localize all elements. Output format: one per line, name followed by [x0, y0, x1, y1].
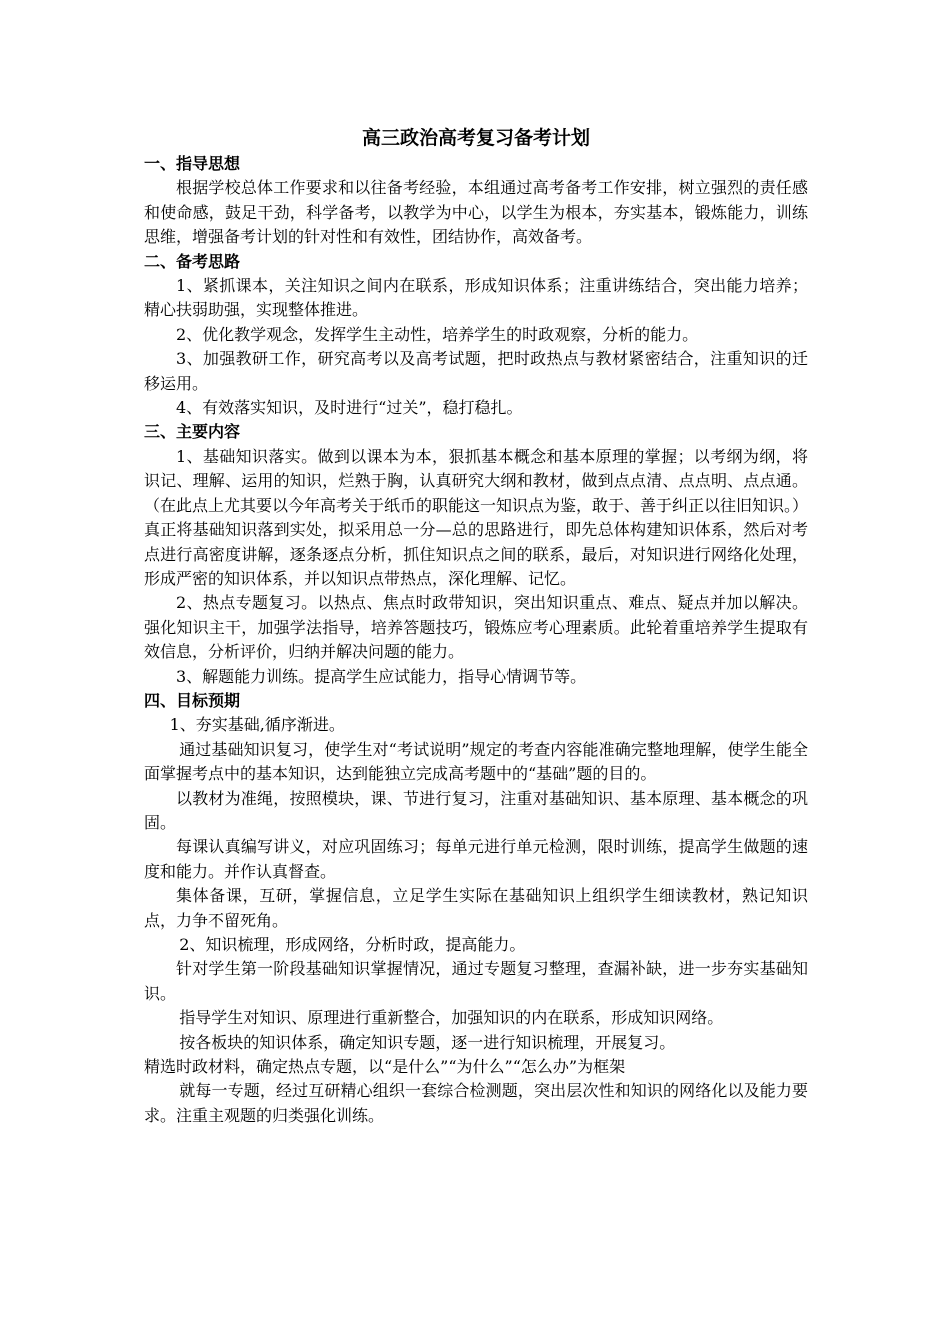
paragraph: 集体备课，互研，掌握信息，立足学生实际在基础知识上组织学生细读教材，熟记知识点，力争不留死角。: [144, 886, 808, 930]
paragraph: 2、优化教学观念，发挥学生主动性，培养学生的时政观察，分析的能力。: [176, 324, 699, 344]
paragraph: 根据学校总体工作要求和以往备考经验，本组通过高考备考工作安排，树立强烈的责任感和使命感，鼓足干劲，科学备考，以教学为中心，以学生为根本，夯实基本，锻炼能力，训练思维，增强备考计划的针对性和有效性，团结协作，高效备考。: [144, 178, 808, 247]
paragraph: 通过基础知识复习，使学生对“考试说明”规定的考查内容能准确完整地理解，使学生能全面掌握考点中的基本知识，达到能独立完成高考题中的“基础”题的目的。: [144, 739, 808, 784]
paragraph: 针对学生第一阶段基础知识掌握情况，通过专题复习整理，查漏补缺，进一步夯实基础知识。: [144, 959, 808, 1003]
paragraph: 精选时政材料，确定热点专题，以“是什么”“为什么”“怎么办”为框架: [144, 1057, 626, 1077]
section-heading: 二、备考思路: [144, 251, 241, 271]
paragraph: 以教材为准绳，按照模块，课、节进行复习，注重对基础知识、基本原理、基本概念的巩固。: [144, 788, 808, 832]
paragraph: 2、知识梳理，形成网络，分析时政，提高能力。: [179, 935, 526, 954]
document-page: [144, 124, 808, 1128]
paragraph: 按各板块的知识体系，确定知识专题，逐一进行知识梳理，开展复习。: [179, 1032, 676, 1052]
section-heading: 三、主要内容: [144, 422, 241, 442]
paragraph: 就每一专题，经过互研精心组织一套综合检测题，突出层次性和知识的网络化以及能力要求。注重主观题的归类强化训练。: [144, 1081, 808, 1125]
paragraph: 指导学生对知识、原理进行重新整合，加强知识的内在联系，形成知识网络。: [179, 1008, 724, 1028]
paragraph: 每课认真编写讲义，对应巩固练习；每单元进行单元检测，限时训练，提高学生做题的速度和能力。并作认真督查。: [144, 837, 808, 881]
paragraph: 1、紧抓课本，关注知识之间内在联系，形成知识体系；注重讲练结合，突出能力培养；精心扶弱助强，实现整体推进。: [144, 276, 808, 320]
paragraph: 1、基础知识落实。做到以课本为本，狠抓基本概念和基本原理的掌握；以考纲为纲，将识记、理解、运用的知识，烂熟于胸，认真研究大纲和教材，做到点点清、点点明、点点通。（在此点上尤其要以今年高考关于纸币的职能这一知识点为鉴，敢于、善于纠正以往旧知识。）真正将基础知识落到实处，拟采用总一分—总的思路进行，即先总体构建知识体系，然后对考点进行高密度讲解，逐条逐点分析，抓住知识点之间的联系，最后，对知识进行网络化处理，形成严密的知识体系，并以知识点带热点，深化理解、记忆。: [144, 446, 809, 588]
section-heading: 一、指导思想: [144, 154, 241, 173]
paragraph: 2、热点专题复习。以热点、焦点时政带知识，突出知识重点、难点、疑点并加以解决。强化知识主干，加强学法指导，培养答题技巧，锻炼应考心理素质。此轮着重培养学生提取有效信息，分析评价，归纳并解决问题的能力。: [144, 593, 808, 662]
paragraph: 3、解题能力训练。提高学生应试能力，指导心情调节等。: [176, 666, 587, 686]
paragraph: 4、有效落实知识，及时进行“过关”，稳打稳扎。: [176, 398, 523, 418]
paragraph: 3、加强教研工作，研究高考以及高考试题，把时政热点与教材紧密结合，注重知识的迁移运用。: [144, 349, 808, 393]
paragraph: 1、夯实基础,循序渐进。: [169, 715, 345, 735]
page-title: 高三政治高考复习备考计划: [361, 127, 590, 149]
section-heading: 四、目标预期: [144, 690, 241, 710]
